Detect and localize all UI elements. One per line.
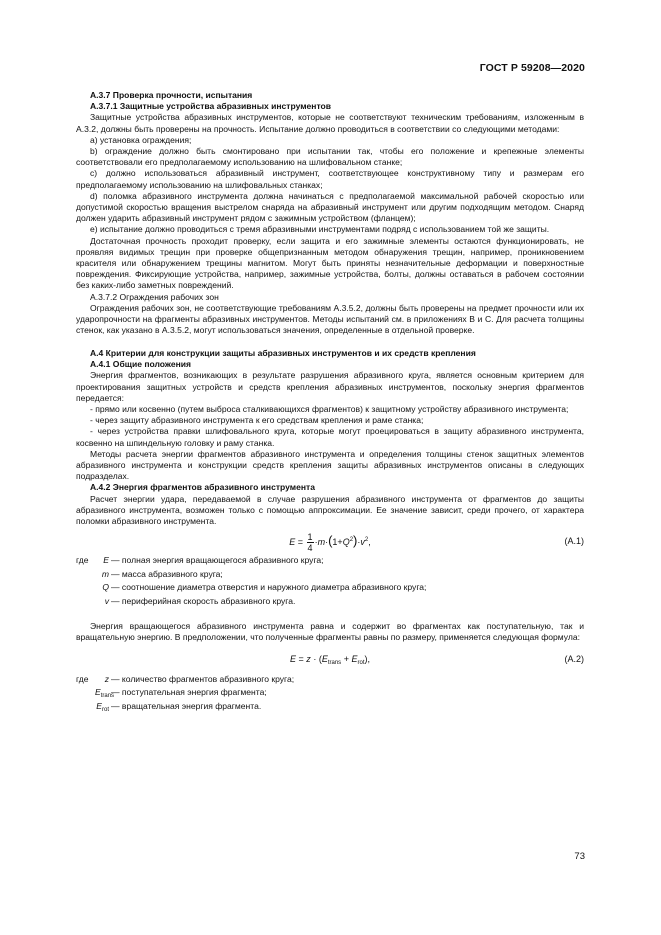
legend-row: $E_{rot}$ — вращательная энергия фрагмента. bbox=[96, 700, 262, 713]
legend-a1 bbox=[76, 555, 584, 609]
legend-row: m — масса абразивного круга; bbox=[101, 568, 223, 579]
paragraph: Расчет энергии удара, передаваемой в случае разрушения абразивного инструмента от фрагментов до защиты абразивного инструмента, возможен только с помощью аппроксимации. Ее значение зависит, среди прочего, от характера поломки абразивного инструмента. bbox=[76, 493, 584, 527]
section-a372-heading: А.3.7.2 Ограждения рабочих зон bbox=[90, 291, 219, 302]
section-a37-heading: А.3.7 Проверка прочности, испытания bbox=[90, 90, 253, 100]
paragraph: Ограждения рабочих зон, не соответствующие требованиям А.3.5.2, должны быть проверены на предмет прочности или их ударопрочности на фрагменты абразивных инструментов. Методы испытаний см. в приложениях В и С. Для расчета толщины стенок, как указано в А.3.5.2, могут использоваться значения, определенные в отдельной проверке. bbox=[76, 302, 584, 336]
list-item: а) установка ограждения; bbox=[90, 134, 192, 145]
legend-row: Q — соотношение диаметра отверстия и наружного диаметра абразивного круга; bbox=[102, 582, 427, 593]
section-a371-heading: А.3.7.1 Защитные устройства абразивных инструментов bbox=[90, 101, 332, 112]
list-item: е) испытание должно проводиться с тремя абразивными инструментами подряд с использованием той же защиты. bbox=[90, 224, 550, 235]
formula-a2: $E = z \cdot (E_{trans} + E_{rot})$, (А.2) bbox=[76, 648, 584, 670]
document-code: ГОСТ Р 59208—2020 bbox=[479, 62, 585, 74]
list-item: d) поломка абразивного инструмента должна начинаться с предполагаемой максимальной рабочей скоростью или допустимой скоростью вращения выстрелом снаряда на абразивный инструмент или другим подходящим методом. Снаряд должен ударить абразивный инструмент рядом с зажимным устройством (фланцем); bbox=[76, 190, 584, 224]
section-a4-heading: А.4 Критерии для конструкции защиты абразивных инструментов и их средств крепления bbox=[90, 347, 476, 358]
paragraph: Методы расчета энергии фрагментов абразивного инструмента и определения толщины стенок защитных элементов абразивного инструмента и конструкции средств крепления защиты абразивных инструментов описаны в следующих подразделах. bbox=[76, 448, 584, 482]
formula-number: (А.2) bbox=[564, 653, 584, 664]
legend-row: $E_{trans}$ — поступательная энергия фрагмента; bbox=[95, 687, 267, 700]
paragraph: Достаточная прочность проходит проверку, если защита и его зажимные элементы остаются функционировать, не проявляя видимых трещин при проверке общепризнанным методом обнаружения трещин, например, проникновением красителя или обнаружением трещины магнитом. Могут быть приняты незначительные деформации и поверхностные повреждения. Фиксирующие устройства, например, зажимные устройства, болты, должны оставаться в рабочем состоянии без каких-либо заметных повреждений. bbox=[76, 235, 584, 291]
fraction: $\frac{1}{4}$ bbox=[307, 532, 313, 554]
paragraph: Защитные устройства абразивных инструментов, которые не соответствуют техническим требованиям, изложенным в А.3.2, должны быть проверены на прочность. Испытание должно проводиться в соответствии со следующими методами: bbox=[76, 112, 584, 134]
formula-number: (А.1) bbox=[564, 536, 584, 547]
page-number: 73 bbox=[574, 851, 585, 862]
paragraph: Энергия фрагментов, возникающих в результате разрушения абразивного круга, является основным критерием для проектирования защитных устройств и средств крепления абразивных инструментов, поскольку энергия фрагментов передается: bbox=[76, 370, 584, 403]
list-item: b) ограждение должно быть смонтировано при испытании так, чтобы его положение и крепежные элементы соответствовали его предполагаемому использованию на шлифовальном станке; bbox=[76, 146, 584, 168]
dash-item: - через защиту абразивного инструмента к его средствам крепления и раме станка; bbox=[90, 415, 424, 426]
legend-row: v — периферийная скорость абразивного круга. bbox=[104, 596, 296, 606]
section-a41-heading: А.4.1 Общие положения bbox=[90, 359, 192, 370]
dash-item: - прямо или косвенно (путем выброса сталкивающихся фрагментов) к защитному устройству абразивного инструмента; bbox=[90, 403, 569, 414]
formula-a1: E = $\frac{1}{4}$ $\cdot m\cdot(1+Q^2)\cdot v^2$, (А.1) bbox=[76, 527, 584, 555]
dash-item: - через устройства правки шлифовального круга, которые могут проецироваться в защиту абразивного инструмента, косвенно на шпиндельную головку и раму станка. bbox=[76, 426, 584, 448]
legend-row: где z — количество фрагментов абразивного круга; bbox=[76, 673, 295, 684]
paragraph: Энергия вращающегося абразивного инструмента равна и содержит во фрагментах как поступательную, так и вращательную энергию. В предположении, что полученные фрагменты равны по размеру, применяется следующая формула: bbox=[76, 621, 584, 643]
section-a42-heading: А.4.2 Энергия фрагментов абразивного инструмента bbox=[90, 482, 315, 493]
page-content bbox=[76, 90, 584, 714]
list-item: с) должно использоваться абразивный инструмент, соответствующее конструктивному типу и размерам его предполагаемому использованию на шлифовальных станках; bbox=[76, 168, 584, 190]
legend-row: где E — полная энергия вращающегося абразивного круга; bbox=[76, 555, 324, 566]
legend-a2 bbox=[76, 674, 584, 715]
